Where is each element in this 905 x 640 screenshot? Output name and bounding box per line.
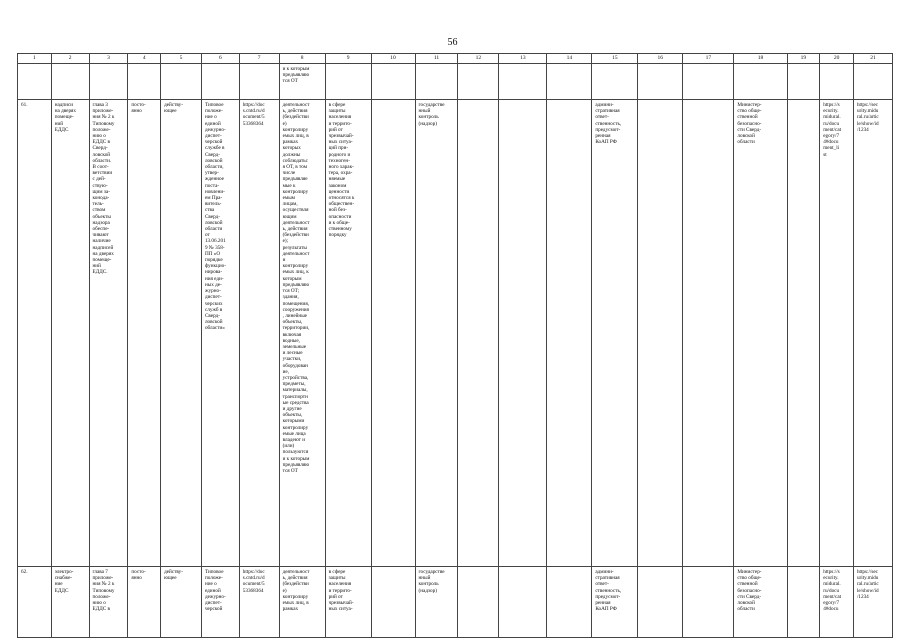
table-cell-link: https://s ecurity. midural. ru/docu ment/cat egory/7 4#docu ment_li st <box>820 100 854 567</box>
column-number: 7 <box>239 54 279 64</box>
column-number: 15 <box>592 54 638 64</box>
column-number: 2 <box>51 54 89 64</box>
column-number: 9 <box>325 54 371 64</box>
table-cell-link: https://doc s.cntd.ru/d ocument/5 53368364 <box>239 100 279 567</box>
table-cell <box>499 64 547 100</box>
table-cell <box>820 64 854 100</box>
row-number: 61. <box>18 100 52 567</box>
column-number: 19 <box>787 54 820 64</box>
column-number: 20 <box>820 54 854 64</box>
column-number: 21 <box>853 54 892 64</box>
column-number: 10 <box>371 54 415 64</box>
column-number: 14 <box>547 54 592 64</box>
table-cell: Министер- ство обще- ственной безопасно- сти Сверд- ловской области <box>734 567 787 638</box>
table-cell <box>499 100 547 567</box>
table-cell <box>787 100 820 567</box>
continuation-row <box>18 64 893 100</box>
table-cell-link: https://doc s.cntd.ru/d ocument/5 53368364 <box>239 567 279 638</box>
table-cell <box>787 567 820 638</box>
table-cell <box>787 64 820 100</box>
column-number: 3 <box>89 54 128 64</box>
column-number: 6 <box>201 54 239 64</box>
table-cell <box>547 64 592 100</box>
table-cell <box>853 64 892 100</box>
table-cell <box>638 64 683 100</box>
column-number: 11 <box>415 54 458 64</box>
table-cell: Министер- ство обще- ственной безопасно- сти Сверд- ловской области <box>734 100 787 567</box>
table-cell-link: https://s ecurity. midural. ru/docu ment/cat egory/7 4#docu <box>820 567 854 638</box>
column-number: 12 <box>458 54 499 64</box>
table-cell-link: https://sec urity.midu ral.ru/artic le/show/id /1234 <box>853 100 892 567</box>
table-cell <box>51 64 89 100</box>
table-cell: действу- ющее <box>161 567 202 638</box>
table-cell <box>325 64 371 100</box>
table-cell <box>371 567 415 638</box>
table-cell <box>592 64 638 100</box>
table-cell: админи- стративная ответ- ственность, предусмот- ренная КоАП РФ <box>592 567 638 638</box>
column-number: 8 <box>279 54 325 64</box>
table-cell <box>201 64 239 100</box>
table-cell: админи- стративная ответ- ственность, предусмот- ренная КоАП РФ <box>592 100 638 567</box>
requirements-table <box>17 53 893 638</box>
table-cell <box>547 100 592 567</box>
table-cell: в сфере защиты населения и террито- рий от чрезвычай- ных ситуа- ций при- родного и техноген- ного харак- тера, охра- няемые законом ценности относятся к обществен- ной без- опасности и к обще- ственному порядку <box>325 100 371 567</box>
table-cell <box>371 100 415 567</box>
table-cell: деятельност ь, действия (бездействи е) контролиру емых лиц, в рамках <box>279 567 325 638</box>
table-cell: глава 3 приложе- ния № 2 к Типовому положе- нию о ЕДДС в Сверд- ловской области. В соот- ветствии с дей- ствую- щим за- конода- тель- ством объекты надзора обеспе- чивают наличие надписей на дверях помеще- ний ЕДДС. <box>89 100 128 567</box>
table-cell: государстве нный контроль (надзор) <box>415 100 458 567</box>
table-cell: посто- янно <box>128 100 161 567</box>
table-cell <box>89 64 128 100</box>
column-number: 4 <box>128 54 161 64</box>
column-number: 18 <box>734 54 787 64</box>
table-cell: действу- ющее <box>161 100 202 567</box>
table-cell: посто- янно <box>128 567 161 638</box>
table-cell: глава 7 приложе- ния № 2 к Типовому положе- нию о ЕДДС в <box>89 567 128 638</box>
table-cell <box>683 567 734 638</box>
table-cell: надписи на дверях помеще- ний ЕДДС <box>51 100 89 567</box>
column-number-row <box>18 54 893 64</box>
table-row <box>18 567 893 638</box>
table-cell <box>161 64 202 100</box>
table-cell <box>734 64 787 100</box>
table-cell <box>683 64 734 100</box>
table-cell <box>458 100 499 567</box>
column-number: 5 <box>161 54 202 64</box>
table-cell: Типовое положе- ние о единой дежурно- диспет- черской <box>201 567 239 638</box>
table-cell <box>18 64 52 100</box>
table-cell <box>683 100 734 567</box>
row-number: 62. <box>18 567 52 638</box>
table-cell: государстве нный контроль (надзор) <box>415 567 458 638</box>
table-row <box>18 100 893 567</box>
table-cell <box>128 64 161 100</box>
column-number: 1 <box>18 54 52 64</box>
table-cell: деятельност ь, действия (бездействи е) контролиру емых лиц, в рамках которых должны соблюдатьс я ОТ, в том числе предъявляе мые к контролиру емым лицам, осуществля ющим деятельност ь, действия (бездействи е); результаты деятельност и контролиру емых лиц, к которым предъявляю тся ОТ; здания, помещения, сооружения , линейные объекты, территории, включая водные, земельные и лесные участки, оборудован ие, устройства, предметы, материалы, транспортн ые средства и другие объекты, которыми контролиру емые лица владеют и (или) пользуются и к которым предъявляю тся ОТ <box>279 100 325 567</box>
table-cell <box>499 567 547 638</box>
table-cell-link: https://sec urity.midu ral.ru/artic le/show/id /1234 <box>853 567 892 638</box>
table-cell: Типовое положе- ние о единой дежурно- диспет- черской службе в Сверд- ловской области, утвер- жденное поста- новлени- ем Пра- витель- ства Сверд- ловской области от 13.06.201 9 № 358- ПП «О порядке функцио- нирова- ния еди- ных де- журно- диспет- черских служб в Сверд- ловской области» <box>201 100 239 567</box>
page-number: 56 <box>447 37 458 48</box>
table-cell <box>638 100 683 567</box>
table-cell: электро- снабже- ние ЕДДС <box>51 567 89 638</box>
table-cell <box>239 64 279 100</box>
table-cell <box>415 64 458 100</box>
column-number: 17 <box>683 54 734 64</box>
table-cell <box>638 567 683 638</box>
table-cell <box>458 64 499 100</box>
table-cell <box>371 64 415 100</box>
table-cell: в сфере защиты населения и террито- рий от чрезвычай- ных ситуа- <box>325 567 371 638</box>
column-number: 13 <box>499 54 547 64</box>
table-cell <box>458 567 499 638</box>
table-cell <box>547 567 592 638</box>
table-cell: и к которым предъявляю тся ОТ <box>279 64 325 100</box>
column-number: 16 <box>638 54 683 64</box>
